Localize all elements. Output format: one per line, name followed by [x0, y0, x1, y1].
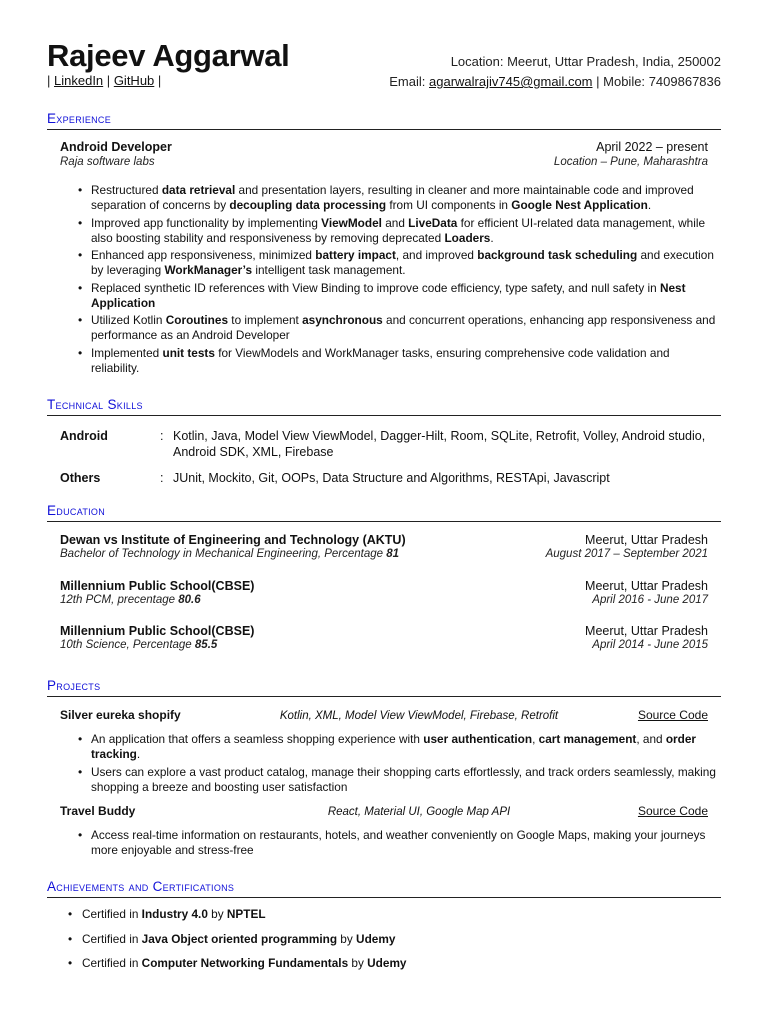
bold-text: Udemy [356, 931, 396, 946]
degree-info [60, 548, 399, 560]
project-1-bullets [60, 732, 720, 797]
degree-text: Bachelor of Technology in Mechanical Engineering, Percentage [60, 548, 387, 560]
achievements-heading: Achievements and Certifications [47, 878, 721, 898]
school-name: Dewan vs Institute of Engineering and Technology (AKTU) [60, 533, 406, 547]
experience-bullet-list [60, 183, 720, 376]
bold-text: Coroutines [165, 313, 229, 327]
bold-text: asynchronous [302, 313, 383, 327]
degree-info [60, 639, 217, 651]
skill-value-others: JUnit, Mockito, Git, OOPs, Data Structure and Algorithms, RESTApi, Javascript [173, 471, 610, 485]
job-role: Android Developer [60, 140, 172, 154]
achievement-item: • Certified in Industry 4.0 by NPTEL [47, 907, 721, 922]
skill-label-others: Others [60, 471, 101, 485]
profile-links [47, 72, 161, 90]
bold-text: Industry 4.0 [141, 907, 208, 921]
mobile-value: 7409867836 [648, 74, 721, 89]
bold-text: background task scheduling [477, 248, 638, 262]
bold-text: NPTEL [226, 907, 266, 921]
education-entry-2 [60, 579, 708, 606]
education-dates: August 2017 – September 2021 [545, 548, 708, 560]
project-1-header [60, 708, 708, 722]
email-link[interactable]: agarwalrajiv745@gmail.com [429, 74, 593, 89]
experience-bullet: • Utilized Kotlin Coroutines to implement asynchronous and concurrent operations, enhancing app responsiveness and performance as an Android Developer [60, 313, 720, 343]
skills-heading: Technical Skills [47, 396, 721, 416]
bold-text: cart management [538, 732, 637, 746]
project-tech: Kotlin, XML, Model View ViewModel, Firebase, Retrofit [279, 710, 559, 722]
bold-text: ViewModel [321, 215, 382, 230]
experience-bullet: • Improved app functionality by implementing ViewModel and LiveData for efficient UI-related data management, while also boosting stability and responsiveness by removing deprecated Loaders. [60, 216, 720, 246]
candidate-name: Rajeev Aggarwal [47, 38, 290, 73]
bold-text: order tracking [91, 732, 696, 761]
degree-text: 10th Science, Percentage [60, 639, 195, 651]
education-heading: Education [47, 502, 721, 522]
education-entry-3 [60, 624, 708, 651]
education-dates: April 2016 - June 2017 [592, 594, 708, 606]
job-dates: April 2022 – present [596, 140, 708, 154]
link-separator: | [157, 73, 162, 88]
skill-value-android: Kotlin, Java, Model View ViewModel, Dagger-Hilt, Room, SQLite, Retrofit, Volley, Android studio, Android SDK, XML, Firebase [173, 429, 706, 459]
bold-text: LiveData [408, 215, 458, 230]
degree-text: 12th PCM, precentage [60, 594, 179, 606]
experience-bullet: • Enhanced app responsiveness, minimized battery impact, and improved background task scheduling and execution by leveraging WorkManager’s intelligent task management. [60, 248, 720, 278]
achievement-item: • Certified in Computer Networking Fundamentals by Udemy [47, 956, 721, 971]
skill-row-others [60, 470, 708, 486]
experience-bullet: • Replaced synthetic ID references with View Binding to improve code efficiency, type safety, and null safety in Nest Application [60, 281, 720, 311]
location-value: Meerut, Uttar Pradesh, India, 250002 [507, 54, 721, 69]
project-bullet: • An application that offers a seamless shopping experience with user authentication, cart management, and order tracking. [60, 732, 720, 762]
achievement-item: • Certified in Java Object oriented programming by Udemy [47, 932, 721, 947]
skill-colon: : [160, 471, 164, 485]
bold-text: user authentication [423, 732, 533, 746]
degree-score: 80.6 [178, 594, 201, 606]
school-name: Millennium Public School(CBSE) [60, 624, 255, 638]
projects-heading: Projects [47, 677, 721, 697]
bold-text: data retrieval [161, 183, 236, 197]
location-label: Location: [450, 54, 504, 69]
skill-label-android: Android [60, 429, 108, 443]
degree-info [60, 594, 201, 606]
project-2-header [60, 804, 708, 818]
school-place: Meerut, Uttar Pradesh [585, 533, 708, 547]
bold-text: Computer Networking Fundamentals [141, 956, 349, 970]
source-code-link[interactable]: Source Code [637, 804, 708, 818]
contact-info [389, 52, 721, 92]
project-2-bullets [60, 828, 720, 861]
experience-bullet: • Implemented unit tests for ViewModels and WorkManager tasks, ensuring comprehensive code validation and reliability. [60, 346, 720, 376]
contact-separator: | [596, 74, 600, 89]
skill-colon: : [160, 429, 164, 443]
experience-heading: Experience [47, 110, 721, 130]
school-place: Meerut, Uttar Pradesh [585, 624, 708, 638]
experience-bullets [60, 183, 720, 378]
achievement-list [47, 907, 721, 971]
bold-text: battery impact [315, 248, 396, 262]
email-label: Email: [389, 74, 426, 89]
bold-text: Udemy [367, 956, 407, 970]
project-name: Silver eureka shopify [60, 708, 181, 722]
degree-score: 85.5 [194, 639, 218, 651]
linkedin-link[interactable]: LinkedIn [54, 73, 104, 88]
skill-row-android [60, 428, 708, 460]
link-separator: | [106, 73, 111, 88]
school-name: Millennium Public School(CBSE) [60, 579, 255, 593]
bold-text: Loaders [444, 230, 491, 245]
resume-header [47, 38, 721, 94]
project-bullet: • Users can explore a vast product catalog, manage their shopping carts effortlessly, and track orders seamlessly, making shopping a breeze and boosting user satisfaction [60, 765, 720, 795]
project-bullet-list [60, 732, 720, 795]
project-bullet-list [60, 828, 720, 858]
company-name: Raja software labs [60, 156, 155, 168]
bold-text: Google Nest Application [511, 198, 648, 212]
github-link[interactable]: GitHub [113, 73, 155, 88]
bold-text: WorkManager’s [164, 263, 253, 277]
bold-text: Nest Application [91, 280, 686, 310]
location-line [389, 52, 721, 72]
education-dates: April 2014 - June 2015 [592, 639, 708, 651]
mobile-label: Mobile: [603, 74, 646, 89]
source-code-link[interactable]: Source Code [637, 708, 708, 722]
bold-text: decoupling data processing [229, 198, 387, 212]
link-separator: | [47, 73, 51, 88]
degree-score: 81 [386, 548, 400, 560]
email-mobile-line [389, 72, 721, 92]
project-tech: React, Material UI, Google Map API [327, 806, 511, 818]
experience-entry [60, 140, 708, 168]
achievements-block [47, 907, 721, 981]
job-location: Location – Pune, Maharashtra [553, 156, 708, 168]
bold-text: unit tests [162, 345, 215, 360]
education-entry-1 [60, 533, 708, 560]
project-bullet: • Access real-time information on restaurants, hotels, and weather conveniently on Google Maps, making your journeys more enjoyable and stress-free [60, 828, 720, 858]
bold-text: Java Object oriented programming [141, 931, 338, 946]
experience-bullet: • Restructured data retrieval and presentation layers, resulting in cleaner and more maintainable code and improved separation of concerns by decoupling data processing from UI components in Google Nest Application. [60, 183, 720, 213]
school-place: Meerut, Uttar Pradesh [585, 579, 708, 593]
project-name: Travel Buddy [60, 804, 136, 818]
